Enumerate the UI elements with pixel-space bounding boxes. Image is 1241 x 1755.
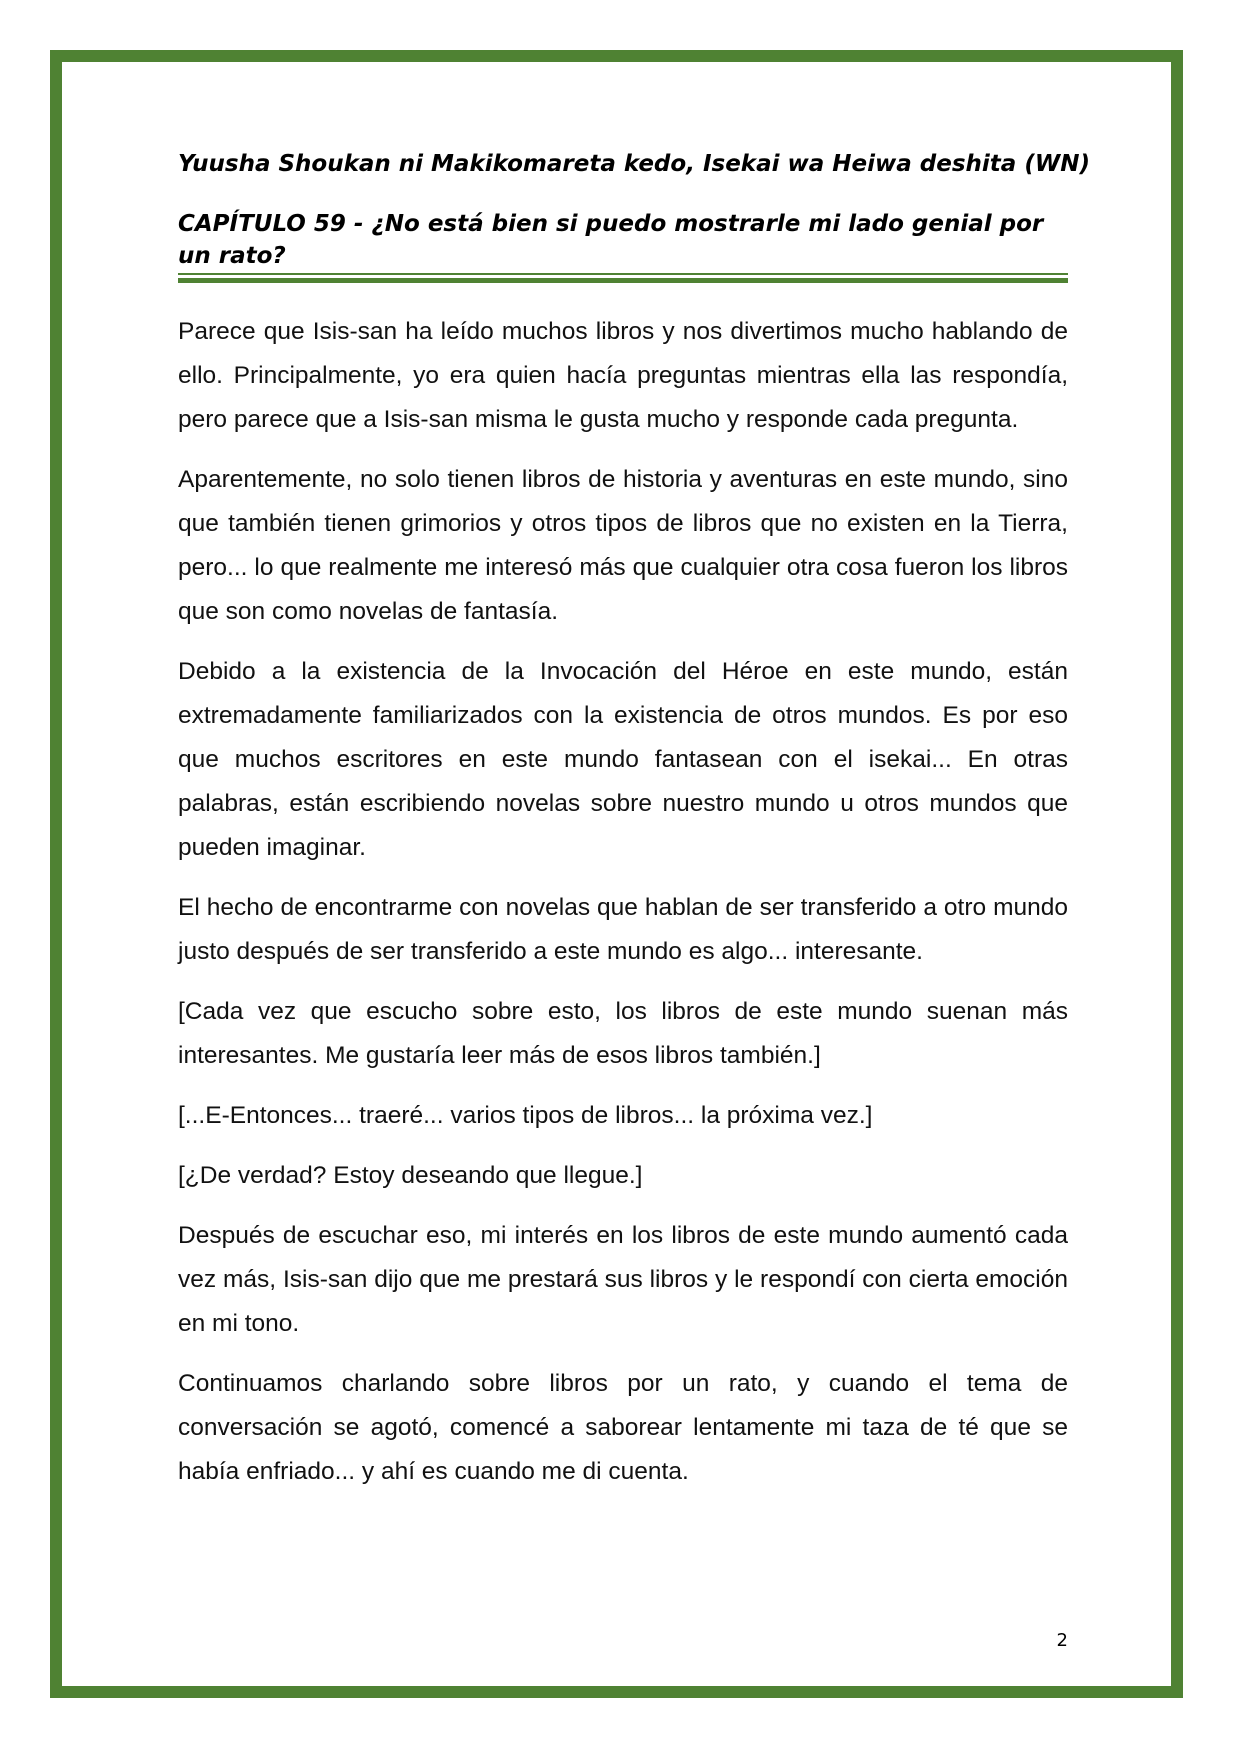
title-rule-thick	[178, 278, 1068, 283]
paragraph: [...E-Entonces... traeré... varios tipos de libros... la próxima vez.]	[178, 1102, 873, 1129]
title-rule-thin	[178, 273, 1068, 275]
page-number: 2	[1056, 1630, 1068, 1651]
paragraph: [¿De verdad? Estoy deseando que llegue.]	[178, 1162, 643, 1189]
paragraph: Aparentemente, no solo tienen libros de historia y aventuras en este mundo, sino que también tienen grimorios y otros tipos de libros que no existen en la Tierra, pero... lo que realmente me interesó más que cualquier otra cosa fueron los libros que son como novelas de fantasía.	[178, 466, 1068, 625]
chapter-title: CAPÍTULO 59 - ¿No está bien si puedo mostrarle mi lado genial por un rato?	[178, 211, 1044, 269]
paragraph: Debido a la existencia de la Invocación del Héroe en este mundo, están extremadamente familiarizados con la existencia de otros mundos. Es por eso que muchos escritores en este mundo fantasean con el isekai... En otras palabras, están escribiendo novelas sobre nuestro mundo u otros mundos que pueden imaginar.	[178, 658, 1068, 861]
paragraph: Parece que Isis-san ha leído muchos libros y nos divertimos mucho hablando de ello. Principalmente, yo era quien hacía preguntas mientras ella las respondía, pero parece que a Isis-san misma le gusta mucho y responde cada pregunta.	[178, 318, 1068, 433]
paragraph: Después de escuchar eso, mi interés en los libros de este mundo aumentó cada vez más, Isis-san dijo que me prestará sus libros y le respondí con cierta emoción en mi tono.	[178, 1222, 1068, 1337]
series-title: Yuusha Shoukan ni Makikomareta kedo, Isekai wa Heiwa deshita (WN)	[178, 151, 1090, 177]
chapter-body	[178, 310, 1068, 1510]
paragraph: [Cada vez que escucho sobre esto, los libros de este mundo suenan más interesantes. Me gustaría leer más de esos libros también.]	[178, 998, 1068, 1069]
paragraph: El hecho de encontrarme con novelas que hablan de ser transferido a otro mundo justo después de ser transferido a este mundo es algo... interesante.	[178, 894, 1068, 965]
paragraph: Continuamos charlando sobre libros por un rato, y cuando el tema de conversación se agotó, comencé a saborear lentamente mi taza de té que se había enfriado... y ahí es cuando me di cuenta.	[178, 1370, 1068, 1485]
